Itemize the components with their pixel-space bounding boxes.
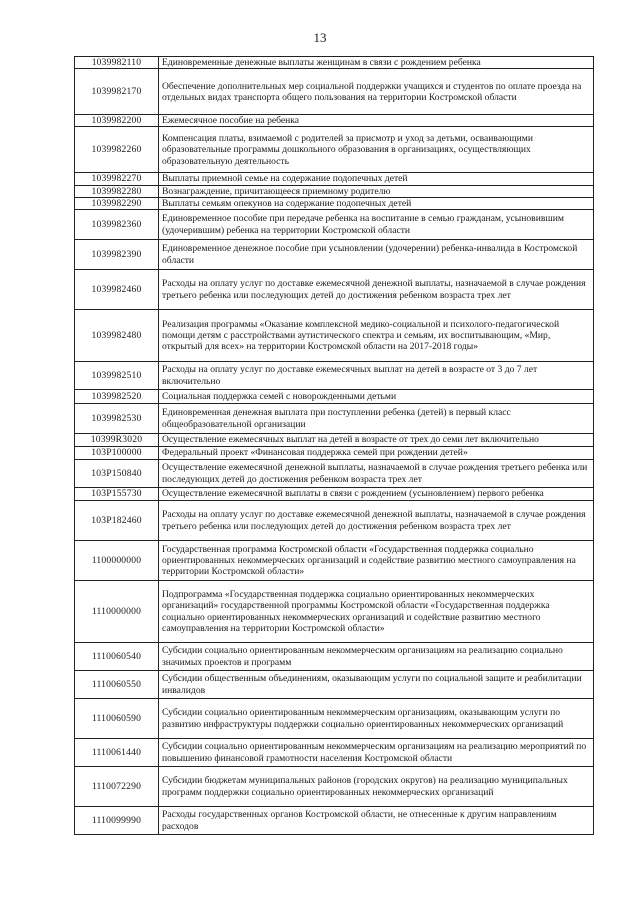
description-cell: Осуществление ежемесячных выплат на детей в возрасте от трех до семи лет включительно	[159, 434, 594, 447]
code-cell: 1039982280	[75, 185, 159, 197]
code-cell: 1039982270	[75, 173, 159, 185]
table-row	[75, 173, 594, 185]
code-cell: 103P100000	[75, 447, 159, 460]
table-row	[75, 185, 594, 197]
description-cell: Расходы на оплату услуг по доставке ежемесячной денежной выплаты, назначаемой в случае рождения третьего ребенка или последующих детей до достижения ребенком возраста трех лет	[159, 501, 594, 541]
table-row	[75, 69, 594, 115]
table-row	[75, 501, 594, 541]
code-cell: 1100000000	[75, 541, 159, 581]
table-row	[75, 390, 594, 404]
table-row	[75, 57, 594, 69]
code-cell: 1039982520	[75, 390, 159, 404]
table-row	[75, 270, 594, 310]
description-cell: Вознаграждение, причитающееся приемному родителю	[159, 185, 594, 197]
table-row	[75, 434, 594, 447]
code-cell: 103P150840	[75, 460, 159, 488]
code-cell: 1039982200	[75, 115, 159, 127]
description-cell: Расходы на оплату услуг по доставке ежемесячных выплат на детей в возрасте от 3 до 7 лет включительно	[159, 362, 594, 390]
description-cell: Субсидии социально ориентированным некоммерческим организациям, оказывающим услуги по развитию инфраструктуры поддержки социально ориентированных некоммерческих организаций	[159, 699, 594, 739]
description-cell: Осуществление ежемесячной выплаты в связи с рождением (усыновлением) первого ребенка	[159, 488, 594, 501]
table-row	[75, 671, 594, 699]
code-cell: 103P155730	[75, 488, 159, 501]
description-cell: Осуществление ежемесячной денежной выплаты, назначаемой в случае рождения третьего ребенка или последующих детей до достижения ребенком возраста трех лет	[159, 460, 594, 488]
description-cell: Ежемесячное пособие на ребенка	[159, 115, 594, 127]
code-cell: 1039982480	[75, 310, 159, 362]
description-cell: Федеральный проект «Финансовая поддержка семей при рождении детей»	[159, 447, 594, 460]
description-cell: Расходы государственных органов Костромской области, не отнесенные к другим направлениям расходов	[159, 807, 594, 835]
table-row	[75, 699, 594, 739]
code-cell: 1039982360	[75, 210, 159, 240]
description-cell: Единовременное денежное пособие при усыновлении (удочерении) ребенка-инвалида в Костромской области	[159, 240, 594, 270]
description-cell: Обеспечение дополнительных мер социальной поддержки учащихся и студентов по оплате проезда на отдельных видах транспорта общего пользования на территории Костромской области	[159, 69, 594, 115]
table-row	[75, 739, 594, 767]
table-row	[75, 460, 594, 488]
description-cell: Компенсация платы, взимаемой с родителей за присмотр и уход за детьми, осваивающими образовательные программы дошкольного образования в организациях, осуществляющих образовательную деятельность	[159, 127, 594, 173]
description-cell: Выплаты приемной семье на содержание подопечных детей	[159, 173, 594, 185]
code-cell: 103P182460	[75, 501, 159, 541]
description-cell: Единовременное пособие при передаче ребенка на воспитание в семью гражданам, усыновившим (удочерившим) ребенка на территории Костромской области	[159, 210, 594, 240]
code-cell: 1039982110	[75, 57, 159, 69]
description-cell: Субсидии социально ориентированным некоммерческим организациям на реализацию мероприятий по повышению финансовой грамотности населения Костромской области	[159, 739, 594, 767]
code-cell: 1039982260	[75, 127, 159, 173]
table-row	[75, 115, 594, 127]
table-body	[75, 57, 594, 835]
page-number: 13	[313, 30, 327, 45]
code-cell: 1110060590	[75, 699, 159, 739]
description-cell: Подпрограмма «Государственная поддержка социально ориентированных некоммерческих организаций» государственной программы Костромской области «Государственная поддержка социально ориентированных некоммерческих организаций и содействие развитию местного самоуправления на территории Костромской области»	[159, 581, 594, 643]
description-cell: Субсидии социально ориентированным некоммерческим организациям на реализацию социально значимых проектов и программ	[159, 643, 594, 671]
table-row	[75, 210, 594, 240]
table-row	[75, 447, 594, 460]
description-cell: Реализация программы «Оказание комплексной медико-социальной и психолого-педагогической помощи детям с расстройствами аутистического спектра и семьям, их воспитывающим, «Мир, открытый для всех» на территории Костромской области на 2017-2018 годы»	[159, 310, 594, 362]
code-cell: 1039982510	[75, 362, 159, 390]
description-cell: Социальная поддержка семей с новорожденными детьми	[159, 390, 594, 404]
table-row	[75, 362, 594, 390]
description-cell: Единовременные денежные выплаты женщинам в связи с рождением ребенка	[159, 57, 594, 69]
table-row	[75, 240, 594, 270]
description-cell: Единовременная денежная выплата при поступлении ребенка (детей) в первый класс общеобразовательной организации	[159, 404, 594, 434]
description-cell: Государственная программа Костромской области «Государственная поддержка социально ориентированных некоммерческих организаций и содействие развитию местного самоуправления на территории Костромской области»	[159, 541, 594, 581]
budget-classification-table	[74, 56, 594, 835]
code-cell: 1110099990	[75, 807, 159, 835]
table-row	[75, 541, 594, 581]
code-cell: 1110061440	[75, 739, 159, 767]
code-cell: 1039982530	[75, 404, 159, 434]
code-cell: 1110060540	[75, 643, 159, 671]
code-cell: 10399R3020	[75, 434, 159, 447]
code-cell: 1110060550	[75, 671, 159, 699]
table-row	[75, 807, 594, 835]
description-cell: Расходы на оплату услуг по доставке ежемесячной денежной выплаты, назначаемой в случае рождения третьего ребенка или последующих детей до достижения ребенком возраста трех лет	[159, 270, 594, 310]
code-cell: 1110000000	[75, 581, 159, 643]
description-cell: Субсидии общественным объединениям, оказывающим услуги по социальной защите и реабилитации инвалидов	[159, 671, 594, 699]
table-row	[75, 767, 594, 807]
table-row	[75, 643, 594, 671]
code-cell: 1110072290	[75, 767, 159, 807]
description-cell: Выплаты семьям опекунов на содержание подопечных детей	[159, 197, 594, 209]
table-row	[75, 581, 594, 643]
table-row	[75, 127, 594, 173]
table-row	[75, 197, 594, 209]
code-cell: 1039982460	[75, 270, 159, 310]
table-row	[75, 404, 594, 434]
code-cell: 1039982170	[75, 69, 159, 115]
table-row	[75, 310, 594, 362]
code-cell: 1039982390	[75, 240, 159, 270]
table-row	[75, 488, 594, 501]
description-cell: Субсидии бюджетам муниципальных районов (городских округов) на реализацию муниципальных программ поддержки социально ориентированных некоммерческих организаций	[159, 767, 594, 807]
code-cell: 1039982290	[75, 197, 159, 209]
